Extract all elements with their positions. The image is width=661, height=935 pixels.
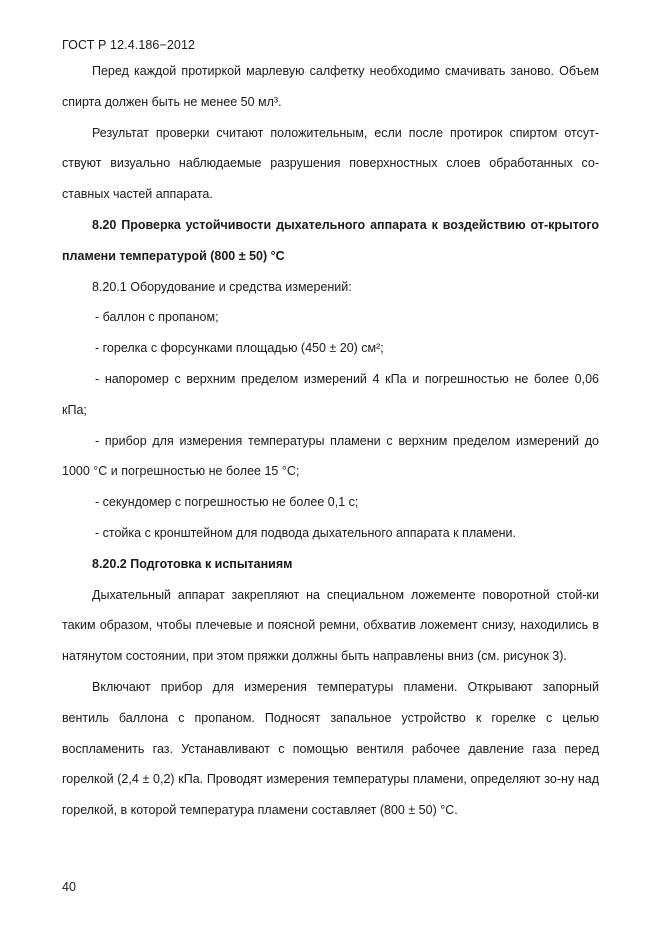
- paragraph-wipe: Перед каждой протиркой марлевую салфетку необходимо смачивать заново. Объем спирта должен быть не менее 50 мл³.: [62, 64, 599, 109]
- paragraph-procedure: Включают прибор для измерения температуры пламени. Открывают запорный вентиль баллона с пропаном. Подносят запальное устройство к горелке с целью воспламенить газ. Устанавливают с помощью вентиля рабочее давление газа перед горелкой (2,4 ± 0,2) кПа. Проводят измерения температуры пламени, определяют зо-ну над горелкой, в которой температура пламени составляет (800 ± 50) °C.: [62, 679, 599, 818]
- page-number: 40: [62, 880, 76, 894]
- standard-header: ГОСТ Р 12.4.186−2012: [62, 38, 196, 52]
- paragraph-mounting: Дыхательный аппарат закрепляют на специальном ложементе поворотной стой-ки таким образом, чтобы плечевые и поясной ремни, обхватив ложемент снизу, находились в натянутом состоянии, при этом пряжки должны быть направлены вниз (см. рисунок 3).: [62, 587, 599, 664]
- list-item: - стойка с кронштейном для подвода дыхательного аппарата к пламени.: [95, 525, 517, 540]
- subsection-heading-8-20-2: 8.20.2 Подготовка к испытаниям: [92, 556, 293, 571]
- list-item: - баллон с пропаном;: [95, 310, 219, 325]
- paragraph-result: Результат проверки считают положительным, если после протирок спиртом отсут-ствуют визуально наблюдаемые разрушения поверхностных слоев обработанных со-ставных частей аппарата.: [62, 125, 599, 202]
- list-item: - прибор для измерения температуры пламени с верхним пределом измерений до 1000 °C и погрешностью не более 15 °C;: [62, 433, 599, 479]
- list-item: - горелка с форсунками площадью (450 ± 20) см²;: [95, 341, 384, 356]
- section-heading-8-20: 8.20 Проверка устойчивости дыхательного аппарата к воздействию от-крытого пламени температурой (800 ± 50) °C: [62, 217, 599, 263]
- list-item: - напоромер с верхним пределом измерений 4 кПа и погрешностью не более 0,06 кПа;: [62, 371, 599, 417]
- document-body: [62, 56, 599, 826]
- subsection-8-20-1: 8.20.1 Оборудование и средства измерений:: [92, 279, 352, 294]
- list-item: - секундомер с погрешностью не более 0,1 с;: [95, 495, 359, 510]
